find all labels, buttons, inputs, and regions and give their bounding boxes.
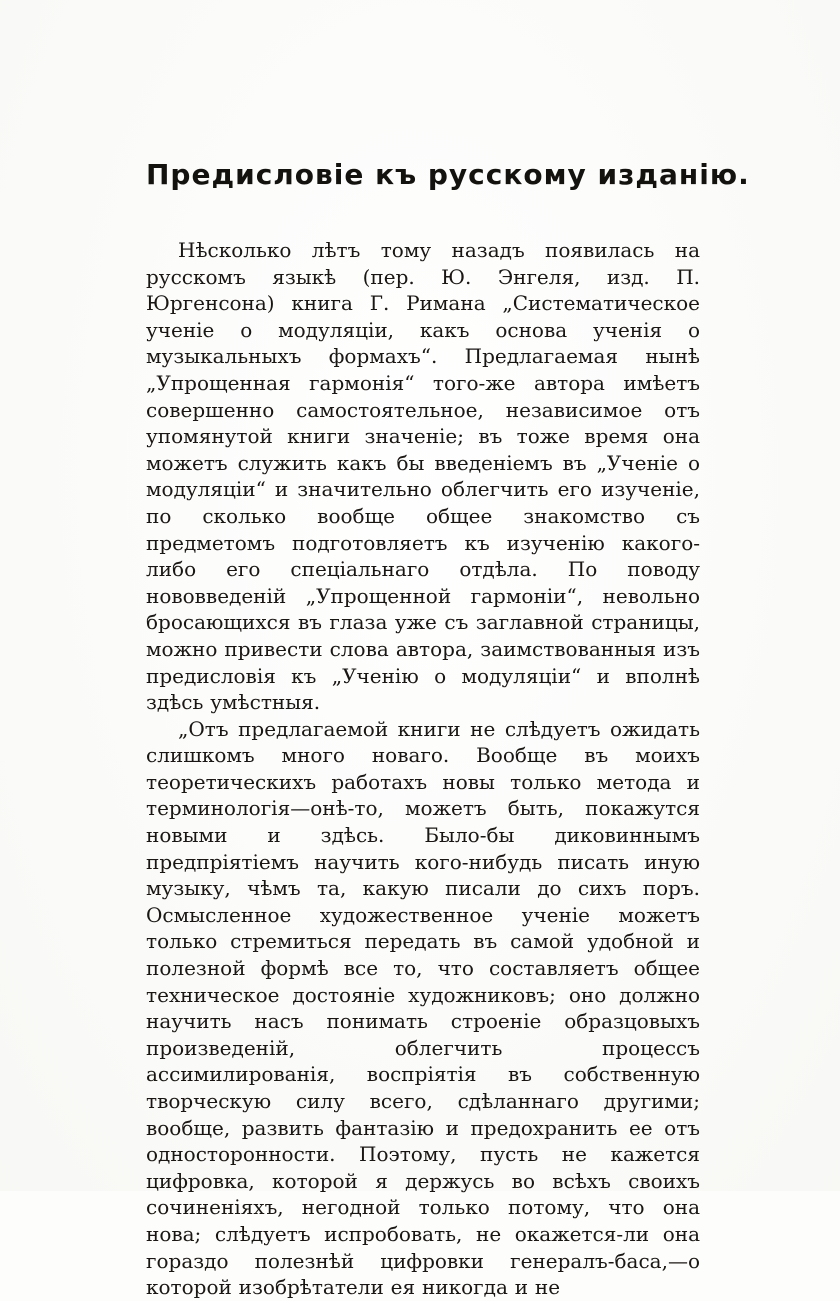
paragraph-intro: Нѣсколько лѣтъ тому назадъ появилась на русскомъ языкѣ (пер. Ю. Энгеля, изд. П. Юргенсона) книга Г. Римана „Систематическое ученіе о модуляціи, какъ основа ученія о музыкальныхъ формахъ“. Предлагаемая нынѣ „Упрощенная гармонія“ того-же автора имѣетъ совершенно самостоятельное, независимое отъ упомянутой книги значеніе; въ тоже время она можетъ служить какъ бы введеніемъ въ „Ученіе о модуляціи“ и значительно облегчить его изученіе, по сколько вообще общее знакомство съ предметомъ подготовляетъ къ изученію какого-либо его спеціальнаго отдѣла. По поводу нововведеній „Упрощенной гармоніи“, невольно бросающихся въ глаза уже съ заглавной страницы, можно привести слова автора, заимствованныя изъ предисловія къ „Ученію о модуляціи“ и вполнѣ здѣсь умѣстныя. [146,238,700,715]
paragraph-quote: „Отъ предлагаемой книги не слѣдуетъ ожидать слишкомъ много новаго. Вообще въ моихъ теоретическихъ работахъ новы только метода и терминологія—онѣ-то, можетъ быть, покажутся новыми и здѣсь. Было-бы диковиннымъ предпріятіемъ научить кого-нибудь писать иную музыку, чѣмъ та, какую писали до сихъ поръ. Осмысленное художественное ученіе можетъ только стремиться передать въ самой удобной и полезной формѣ все то, что составляетъ общее техническое достояніе художниковъ; оно должно научить насъ понимать строеніе образцовыхъ произведеній, облегчить процессъ ассимилированія, воспріятія въ собственную творческую силу всего, сдѣланнаго другими; вообще, развить фантазію и предохранить ее отъ односторонности. Поэтому, пусть не кажется цифровка, которой я держусь во всѣхъ своихъ сочиненіяхъ, негодной только потому, что она нова; слѣдуетъ испробовать, не окажется-ли она гораздо полезнѣй цифровки генералъ-баса,—о которой изобрѣтатели ея никогда и не [146,716,700,1300]
body-text [146,237,700,1301]
page-title: Предисловіе къ русскому изданію. [146,158,750,191]
